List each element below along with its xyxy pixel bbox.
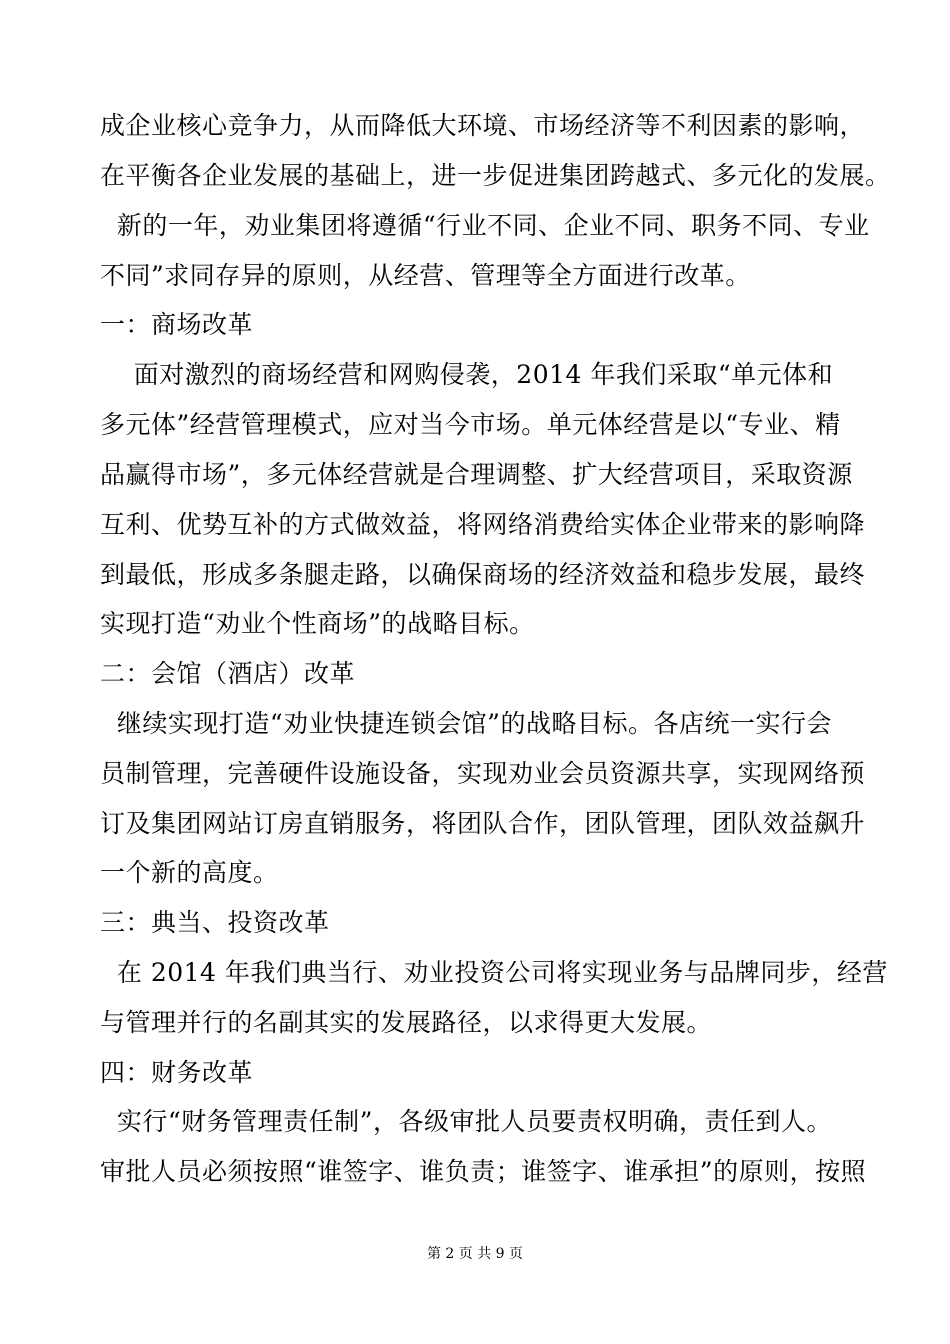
section-heading-pawn-investment-reform: 三：典当、投资改革	[100, 908, 330, 937]
body-text-line: 互利、优势互补的方式做效益，将网络消费给实体企业带来的影响降	[100, 510, 866, 539]
body-text-line: 员制管理，完善硬件设施设备，实现劝业会员资源共享，实现网络预	[100, 759, 866, 788]
body-text-line: 与管理并行的名副其实的发展路径，以求得更大发展。	[100, 1008, 713, 1037]
body-text-line: 到最低，形成多条腿走路，以确保商场的经济效益和稳步发展，最终	[100, 560, 866, 589]
paragraph-start-line: 实行“财务管理责任制”，各级审批人员要责权明确，责任到人。	[100, 1107, 832, 1136]
body-text-line: 审批人员必须按照“谁签字、谁负责；谁签字、谁承担”的原则，按照	[100, 1157, 867, 1186]
section-heading-hotel-reform: 二：会馆（酒店）改革	[100, 659, 356, 688]
section-heading-finance-reform: 四：财务改革	[100, 1058, 254, 1087]
section-heading-mall-reform: 一：商场改革	[100, 310, 254, 339]
body-text-line: 订及集团网站订房直销服务，将团队合作，团队管理，团队效益飙升	[100, 809, 866, 838]
body-text-line: 不同”求同存异的原则，从经营、管理等全方面进行改革。	[100, 261, 751, 290]
paragraph-start-line: 继续实现打造“劝业快捷连锁会馆”的战略目标。各店统一实行会	[100, 709, 832, 738]
page-number-footer: 第 2 页 共 9 页	[426, 1246, 524, 1262]
body-text-line: 在平衡各企业发展的基础上，进一步促进集团跨越式、多元化的发展。	[100, 161, 891, 190]
body-text-line: 实现打造“劝业个性商场”的战略目标。	[100, 609, 535, 638]
paragraph-start-line: 新的一年，劝业集团将遵循“行业不同、企业不同、职务不同、专业	[100, 211, 870, 240]
body-text-line: 品赢得市场”，多元体经营就是合理调整、扩大经营项目，采取资源	[100, 460, 853, 489]
body-text-line: 一个新的高度。	[100, 858, 279, 887]
body-text-line: 成企业核心竞争力，从而降低大环境、市场经济等不利因素的影响，	[100, 111, 866, 140]
body-text-line: 多元体”经营管理模式，应对当今市场。单元体经营是以“专业、精	[100, 410, 841, 439]
paragraph-start-line: 面对激烈的商场经营和网购侵袭，2014 年我们采取“单元体和	[100, 360, 834, 389]
paragraph-start-line: 在 2014 年我们典当行、劝业投资公司将实现业务与品牌同步，经营	[100, 958, 888, 987]
